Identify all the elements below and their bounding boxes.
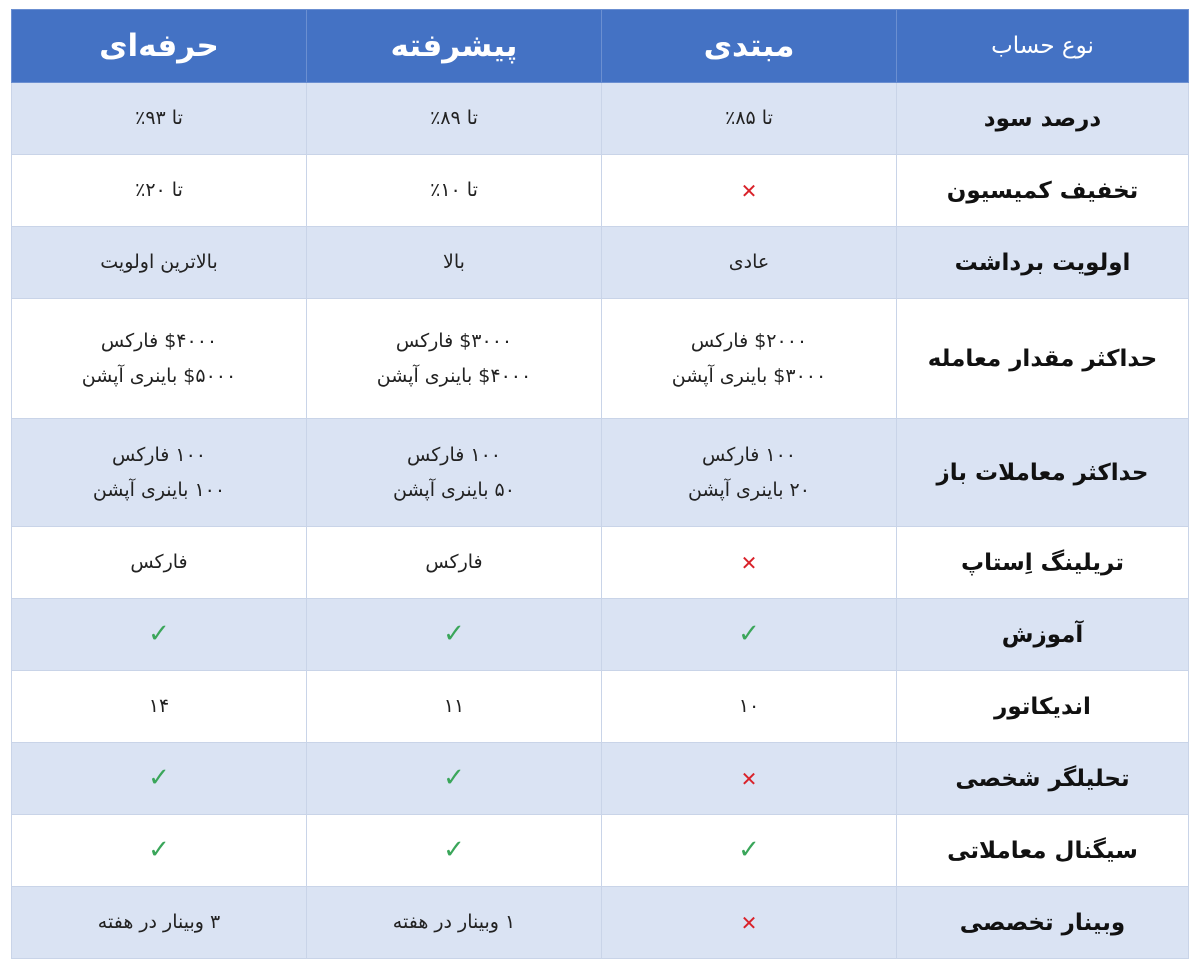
- cell-advanced: [307, 83, 602, 155]
- cell-beginner: [602, 155, 897, 227]
- cell-text: $۲۰۰۰ فارکس: [690, 330, 808, 353]
- cell-text: ۱۰۰ فارکس: [407, 444, 501, 467]
- cell-beginner: [602, 743, 897, 815]
- cell-professional: [12, 599, 307, 671]
- table-row: [12, 887, 1189, 959]
- cell-advanced: [307, 155, 602, 227]
- cell-text: $۳۰۰۰ باینری آپشن: [671, 364, 827, 387]
- check-icon: ✓: [148, 619, 170, 650]
- cell-professional: [12, 419, 307, 527]
- cell-text: عادی: [728, 251, 770, 274]
- cell-text: فارکس: [130, 551, 188, 574]
- cell-text: ۱۰: [738, 695, 760, 718]
- cell-professional: [12, 155, 307, 227]
- table-row: [12, 227, 1189, 299]
- cell-beginner: [602, 599, 897, 671]
- table-row: [12, 83, 1189, 155]
- cell-text: تا ۹۳٪: [135, 107, 183, 130]
- cell-beginner: [602, 227, 897, 299]
- cell-text: تا ۲۰٪: [135, 179, 183, 202]
- cell-text: $۳۰۰۰ فارکس: [395, 330, 513, 353]
- cell-text: ۲۰ باینری آپشن: [688, 478, 810, 501]
- cell-advanced: [307, 227, 602, 299]
- row-label: درصد سود: [897, 83, 1189, 155]
- plan-header-advanced: پیشرفته: [307, 10, 602, 83]
- cell-advanced: [307, 299, 602, 419]
- cell-professional: [12, 815, 307, 887]
- cell-advanced: [307, 599, 602, 671]
- cell-text: ۵۰ باینری آپشن: [393, 478, 515, 501]
- plan-header-professional: حرفه‌ای: [12, 10, 307, 83]
- table-row: [12, 599, 1189, 671]
- cell-text: $۵۰۰۰ باینری آپشن: [81, 364, 237, 387]
- table-row: [12, 671, 1189, 743]
- cell-text: ۱۰۰ فارکس: [702, 444, 796, 467]
- table-row: [12, 299, 1189, 419]
- table-row: [12, 815, 1189, 887]
- check-icon: ✓: [738, 619, 760, 650]
- cell-beginner: [602, 527, 897, 599]
- cell-text: تا ۸۹٪: [430, 107, 478, 130]
- cell-beginner: [602, 887, 897, 959]
- row-label: اولویت برداشت: [897, 227, 1189, 299]
- cell-text: $۴۰۰۰ باینری آپشن: [376, 364, 532, 387]
- cell-beginner: [602, 83, 897, 155]
- cell-text: ۳ وبینار در هفته: [97, 911, 221, 934]
- cell-text: تا ۸۵٪: [725, 107, 773, 130]
- cell-text: ۱۰۰ فارکس: [112, 444, 206, 467]
- row-label: حداکثر مقدار معامله: [897, 299, 1189, 419]
- cell-text: تا ۱۰٪: [430, 179, 478, 202]
- cell-professional: [12, 743, 307, 815]
- account-comparison-table: [11, 9, 1189, 959]
- check-icon: ✓: [443, 763, 465, 794]
- cell-text: ۱۴: [148, 695, 170, 718]
- account-type-header: نوع حساب: [897, 10, 1189, 83]
- cell-beginner: [602, 419, 897, 527]
- table-row: [12, 419, 1189, 527]
- cell-beginner: [602, 671, 897, 743]
- check-icon: ✓: [443, 835, 465, 866]
- cell-beginner: [602, 815, 897, 887]
- cell-professional: [12, 83, 307, 155]
- cell-professional: [12, 671, 307, 743]
- row-label: تریلینگ اِستاپ: [897, 527, 1189, 599]
- table-row: [12, 527, 1189, 599]
- cell-text: بالا: [443, 251, 465, 274]
- cell-advanced: [307, 815, 602, 887]
- comparison-table-container: [11, 9, 1189, 959]
- cell-professional: [12, 299, 307, 419]
- cell-text: $۴۰۰۰ فارکس: [100, 330, 218, 353]
- cell-text: فارکس: [425, 551, 483, 574]
- row-label: تخفیف کمیسیون: [897, 155, 1189, 227]
- cross-icon: ✕: [740, 178, 758, 203]
- cross-icon: ✕: [740, 766, 758, 791]
- row-label: وبینار تخصصی: [897, 887, 1189, 959]
- row-label: سیگنال معاملاتی: [897, 815, 1189, 887]
- cell-advanced: [307, 671, 602, 743]
- cell-advanced: [307, 419, 602, 527]
- row-label: تحلیلگر شخصی: [897, 743, 1189, 815]
- cell-advanced: [307, 887, 602, 959]
- check-icon: ✓: [148, 835, 170, 866]
- header-row: [12, 10, 1189, 83]
- table-row: [12, 155, 1189, 227]
- cell-text: ۱۰۰ باینری آپشن: [92, 478, 226, 501]
- row-label: آموزش: [897, 599, 1189, 671]
- cell-advanced: [307, 743, 602, 815]
- cell-text: بالاترین اولویت: [100, 251, 218, 274]
- cell-professional: [12, 527, 307, 599]
- cell-text: ۱ وبینار در هفته: [392, 911, 516, 934]
- cell-beginner: [602, 299, 897, 419]
- check-icon: ✓: [738, 835, 760, 866]
- plan-header-beginner: مبتدی: [602, 10, 897, 83]
- cell-text: ۱۱: [443, 695, 465, 718]
- cross-icon: ✕: [740, 550, 758, 575]
- cross-icon: ✕: [740, 910, 758, 935]
- row-label: اندیکاتور: [897, 671, 1189, 743]
- table-row: [12, 743, 1189, 815]
- check-icon: ✓: [443, 619, 465, 650]
- check-icon: ✓: [148, 763, 170, 794]
- cell-advanced: [307, 527, 602, 599]
- cell-professional: [12, 227, 307, 299]
- cell-professional: [12, 887, 307, 959]
- row-label: حداکثر معاملات باز: [897, 419, 1189, 527]
